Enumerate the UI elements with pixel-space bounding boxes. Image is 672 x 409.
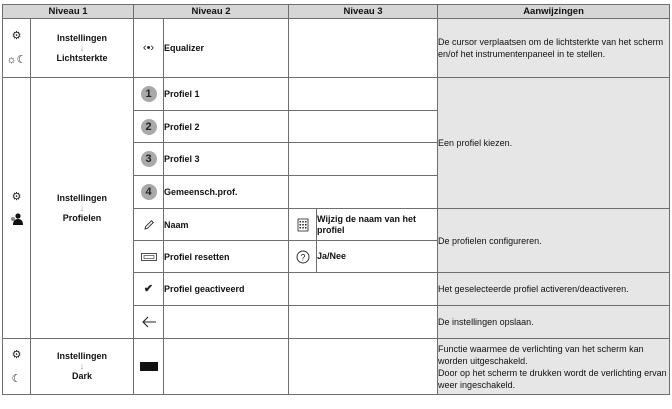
choose-profile-note: Een profiel kiezen. — [438, 78, 670, 209]
svg-text:?: ? — [300, 252, 306, 262]
back-arrow-icon[interactable] — [134, 316, 163, 328]
profile1-level3-empty — [289, 78, 438, 111]
header-level2: Niveau 2 — [134, 5, 289, 19]
reset-profile-item[interactable]: Profiel resetten — [164, 241, 289, 273]
profile3-icon-cell — [134, 143, 164, 176]
profile1-number-icon[interactable]: 1 — [141, 86, 157, 102]
profile3-level3-empty — [289, 143, 438, 176]
row-dark — [3, 339, 670, 395]
profile2-icon-cell — [134, 111, 164, 143]
reset-icon-cell — [134, 241, 164, 273]
configure-profiles-note: De profielen configureren. — [438, 209, 670, 273]
equalizer-item[interactable]: Equalizer — [164, 19, 289, 78]
row-profile1 — [3, 78, 670, 111]
activate-profile-note: Het geselecteerde profiel activeren/deactiveren. — [438, 273, 670, 306]
dark-note — [438, 339, 670, 395]
profile2-number-icon[interactable]: 2 — [141, 119, 157, 135]
down-arrow-icon: ↓ — [79, 202, 85, 213]
equalizer-icon-cell — [134, 19, 164, 78]
dark-level1 — [31, 339, 134, 395]
shared-icon-cell — [134, 176, 164, 209]
header-row — [3, 5, 670, 19]
brightness-note: De cursor verplaatsen om de lichtsterkte van het scherm en/of het instrumentenpaneel in te stellen. — [438, 19, 670, 78]
person-icon — [3, 213, 30, 225]
dark-label: Dark — [72, 371, 93, 381]
pencil-icon[interactable] — [134, 219, 163, 231]
profile1-icon-cell — [134, 78, 164, 111]
profiles-settings-label: Instellingen — [57, 192, 108, 203]
profile2-level3-empty — [289, 111, 438, 143]
brightness-level3-empty — [289, 19, 438, 78]
checkmark-icon[interactable]: ✔ — [143, 283, 154, 295]
slider-arrows-icon[interactable]: ‹•› — [142, 42, 155, 54]
profiles-icons — [3, 78, 31, 339]
screen-off-icon[interactable] — [134, 362, 163, 371]
question-icon-cell — [289, 241, 317, 273]
profile2-item[interactable]: Profiel 2 — [164, 111, 289, 143]
dark-note-line1: Functie waarmee de verlichting van het scherm kan worden uitgeschakeld. — [438, 343, 644, 366]
edit-icon-cell — [134, 209, 164, 241]
settings-table — [2, 4, 670, 395]
dark-icon-cell — [134, 339, 164, 395]
dark-settings-label: Instellingen — [57, 351, 108, 361]
brightness-icons — [3, 19, 31, 78]
brightness-level1 — [31, 19, 134, 78]
header-level3: Niveau 3 — [289, 5, 438, 19]
moon-icon: ☾ — [11, 372, 22, 385]
activated-level3-empty — [289, 273, 438, 306]
dark-level2-empty — [164, 339, 289, 395]
row-brightness — [3, 19, 670, 78]
activated-profile-item[interactable]: Profiel geactiveerd — [164, 273, 289, 306]
profile3-number-icon[interactable]: 3 — [141, 151, 157, 167]
gear-icon: ⚙ — [11, 191, 22, 203]
header-level1: Niveau 1 — [3, 5, 134, 19]
back-icon-cell — [134, 306, 164, 339]
dark-icons — [3, 339, 31, 395]
brightness-settings-label: Instellingen — [57, 32, 108, 43]
shared-profile-item[interactable]: Gemeensch.prof. — [164, 176, 289, 209]
down-arrow-icon: ↓ — [79, 361, 85, 371]
brightness-label: Lichtsterkte — [56, 52, 108, 63]
shared-number-icon[interactable]: 4 — [141, 184, 157, 200]
profile3-item[interactable]: Profiel 3 — [164, 143, 289, 176]
question-icon[interactable] — [289, 250, 316, 264]
dark-note-line2: Door op het scherm te drukken wordt de verlichting ervan weer ingeschakeld. — [438, 367, 667, 390]
name-item[interactable]: Naam — [164, 209, 289, 241]
back-level3-empty — [289, 306, 438, 339]
back-level2-empty — [164, 306, 289, 339]
keypad-icon[interactable] — [289, 218, 316, 232]
rename-item[interactable]: Wijzig de naam van het profiel — [317, 209, 438, 241]
gear-icon: ⚙ — [11, 30, 22, 42]
shared-level3-empty — [289, 176, 438, 209]
gear-icon: ⚙ — [11, 348, 22, 361]
header-notes: Aanwijzingen — [438, 5, 670, 19]
profile1-item[interactable]: Profiel 1 — [164, 78, 289, 111]
yes-no-item[interactable]: Ja/Nee — [317, 241, 438, 273]
profiles-level1 — [31, 78, 134, 339]
reset-icon[interactable] — [134, 252, 163, 262]
dark-level3-empty — [289, 339, 438, 395]
down-arrow-icon: ↓ — [79, 42, 85, 53]
save-settings-note: De instellingen opslaan. — [438, 306, 670, 339]
check-icon-cell — [134, 273, 164, 306]
profiles-label: Profielen — [62, 212, 102, 223]
sun-moon-icon: ☼☾ — [6, 54, 27, 66]
keypad-icon-cell — [289, 209, 317, 241]
